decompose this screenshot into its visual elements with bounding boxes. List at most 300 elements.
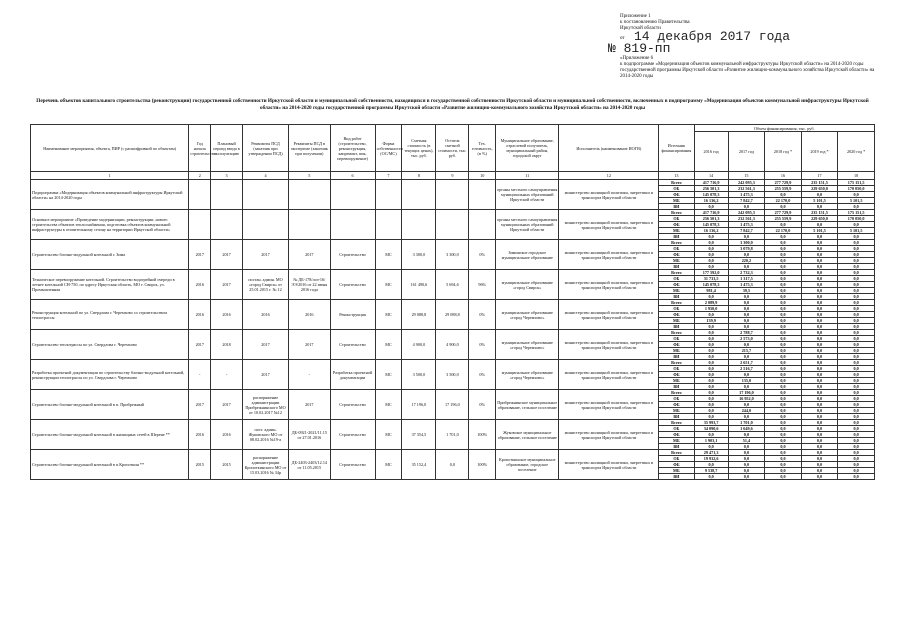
estimated-cost: 37 354,5	[402, 420, 436, 450]
funding-value: 0,0	[801, 354, 838, 360]
table-header-row	[31, 125, 875, 132]
funding-value: 0,0	[728, 204, 765, 210]
funding-source: ОБ	[659, 366, 694, 372]
start-year: 2016	[189, 420, 211, 450]
executor: министерство жилищной политики, энергетики и транспорта Иркутской области	[559, 360, 659, 390]
psd-details: 2016	[242, 300, 288, 330]
funding-value: 0,0	[765, 450, 802, 456]
executor: министерство жилищной политики, энергетики и транспорта Иркутской области	[559, 390, 659, 420]
funding-value: 0,0	[801, 474, 838, 480]
funding-value: 145 078,3	[694, 282, 728, 288]
estimated-cost: 35 152,4	[402, 450, 436, 480]
funding-value: 0,0	[838, 258, 875, 264]
funding-value: 0,0	[765, 354, 802, 360]
estimated-cost	[402, 210, 436, 240]
funding-source: Всего	[659, 330, 694, 336]
funding-value: 170 050,0	[838, 186, 875, 192]
executor: министерство жилищной политики, энергетики и транспорта Иркутской области	[559, 240, 659, 270]
funding-value: 0,0	[838, 324, 875, 330]
funding-value: 0,0	[838, 432, 875, 438]
ownership: МС	[375, 360, 402, 390]
funding-source: ФБ	[659, 342, 694, 348]
funding-value: 981,4	[694, 288, 728, 294]
executor: министерство жилищной политики, энергетики и транспорта Иркутской области	[559, 420, 659, 450]
table-row	[31, 390, 875, 396]
funding-value: 0,0	[765, 342, 802, 348]
funding-value: 0,0	[801, 282, 838, 288]
psd-expertise: 2017	[289, 240, 330, 270]
table-row	[31, 180, 875, 186]
end-year: 2016	[211, 300, 243, 330]
funding-source: ОБ	[659, 306, 694, 312]
funding-value: 0,0	[801, 372, 838, 378]
funding-value: 0,0	[838, 384, 875, 390]
col-header-rest: Остаток сметной стоимости, тыс. руб.	[436, 125, 469, 172]
funding-source: МБ	[659, 288, 694, 294]
funding-value: 0,0	[838, 462, 875, 468]
funding-value: 0,0	[801, 366, 838, 372]
funding-value: 1 649,6	[728, 426, 765, 432]
remaining-cost: 0,0	[436, 450, 469, 480]
ownership: МС	[375, 450, 402, 480]
funding-value: 256 501,3	[694, 186, 728, 192]
funding-value: 39,5	[728, 288, 765, 294]
funding-value: 0,0	[765, 396, 802, 402]
funding-source: ВИ	[659, 234, 694, 240]
funding-value: 0,0	[694, 336, 728, 342]
col-header-cost: Сметная стоимость (в текущих ценах), тыс. руб.	[402, 125, 436, 172]
col-header-psd-expertise: Реквизиты ПСД в экспертизе (заказчик при получении)	[289, 125, 330, 172]
column-number: 7	[375, 172, 402, 180]
funding-value: 0,0	[765, 456, 802, 462]
funding-value: 0,0	[838, 426, 875, 432]
funding-value: 3 300,0	[728, 240, 765, 246]
psd-expertise	[289, 210, 330, 240]
funding-value: 1 950,0	[694, 306, 728, 312]
table-row	[31, 420, 875, 426]
funding-value: 0,0	[765, 240, 802, 246]
column-number: 2	[189, 172, 211, 180]
funding-source: Всего	[659, 390, 694, 396]
funding-value: 0,0	[838, 264, 875, 270]
funding-source: ОБ	[659, 276, 694, 282]
funding-value: 5 101,5	[838, 228, 875, 234]
funding-value: 0,0	[728, 444, 765, 450]
funding-source: Всего	[659, 270, 694, 276]
funding-value: 0,0	[694, 474, 728, 480]
funding-value: 0,0	[801, 264, 838, 270]
funding-value: 220,2	[728, 258, 765, 264]
municipality: муниципальное образование «город Свирск»	[496, 270, 559, 300]
end-year: 2015	[211, 450, 243, 480]
col-header-financing: Объем финансирования, тыс. руб.	[694, 125, 874, 132]
funding-value: 0,0	[765, 234, 802, 240]
column-number: 4	[242, 172, 288, 180]
estimated-cost: 3 500,0	[402, 360, 436, 390]
funding-value: 0,0	[694, 396, 728, 402]
work-kind: Строительство	[330, 420, 375, 450]
funding-value: 0,0	[801, 402, 838, 408]
psd-expertise: ДБ-2403-2403/12.14 от 11.05.2015	[289, 450, 330, 480]
municipality: муниципальное образование «город Черемхово»	[496, 300, 559, 330]
funding-value: 0,0	[838, 396, 875, 402]
funding-value: 0,0	[694, 462, 728, 468]
funding-source: ВИ	[659, 384, 694, 390]
psd-details	[242, 180, 288, 210]
funding-value: 229 650,0	[801, 186, 838, 192]
funding-value: 0,0	[838, 318, 875, 324]
column-number: 13	[659, 172, 694, 180]
work-kind	[330, 180, 375, 210]
psd-expertise: -	[289, 360, 330, 390]
executor: министерство жилищной политики, энергетики и транспорта Иркутской области	[559, 270, 659, 300]
funding-source: ОБ	[659, 426, 694, 432]
funding-value: 0,0	[694, 294, 728, 300]
column-number: 17	[801, 172, 838, 180]
funding-value: 0,0	[765, 378, 802, 384]
funding-source: ВИ	[659, 264, 694, 270]
column-number: 8	[402, 172, 436, 180]
funding-value: 0,0	[801, 426, 838, 432]
funding-value: 1 475,3	[728, 282, 765, 288]
remaining-cost: 5 694,6	[436, 270, 469, 300]
column-number-row	[31, 172, 875, 180]
funding-source: ВИ	[659, 294, 694, 300]
estimated-cost	[402, 180, 436, 210]
funding-value: 0,0	[728, 384, 765, 390]
municipality: органы местного самоуправления муниципальных образований Иркутской области	[496, 210, 559, 240]
funding-value: 232 561,3	[728, 216, 765, 222]
funding-value: 0,0	[728, 300, 765, 306]
funding-value: 0,0	[728, 318, 765, 324]
funding-value: 1 475,3	[728, 192, 765, 198]
column-number: 11	[496, 172, 559, 180]
funding-value: 177 592,0	[694, 270, 728, 276]
funding-value: 0,0	[801, 420, 838, 426]
readiness: 0%	[469, 360, 496, 390]
remaining-cost	[436, 180, 469, 210]
funding-value: 0,0	[801, 330, 838, 336]
funding-source: ОБ	[659, 246, 694, 252]
funding-value: 29 471,3	[694, 450, 728, 456]
funding-source: МБ	[659, 438, 694, 444]
funding-value: 0,0	[765, 282, 802, 288]
funding-value: 0,0	[838, 354, 875, 360]
funding-value: 0,0	[838, 336, 875, 342]
funding-value: 0,0	[838, 438, 875, 444]
funding-value: 0,0	[765, 360, 802, 366]
funding-value: 0,0	[694, 360, 728, 366]
funding-value: 0,0	[838, 414, 875, 420]
funding-value: 1 317,5	[728, 276, 765, 282]
funding-value: 235 151,5	[801, 210, 838, 216]
funding-value: 0,0	[838, 252, 875, 258]
col-header-municipality: Муниципальное образование, отраслевой получатель, муниципальный район, городской округ	[496, 125, 559, 172]
funding-value: 242 095,3	[728, 210, 765, 216]
funding-value: 0,0	[694, 246, 728, 252]
funding-value: 0,0	[838, 342, 875, 348]
funding-source: МБ	[659, 228, 694, 234]
start-year: -	[189, 360, 211, 390]
funding-value: 0,0	[765, 336, 802, 342]
funding-value: 0,0	[838, 204, 875, 210]
funding-value: 0,0	[801, 456, 838, 462]
funding-value: 0,0	[838, 294, 875, 300]
funding-source: МБ	[659, 198, 694, 204]
funding-value: 0,0	[801, 408, 838, 414]
funding-value: 0,0	[801, 306, 838, 312]
municipality: органы местного самоуправления муниципальных образований Иркутской области	[496, 180, 559, 210]
psd-details: 2017	[242, 330, 288, 360]
remaining-cost: 1 701,0	[436, 420, 469, 450]
funding-value: 2 516,7	[728, 366, 765, 372]
funding-value: 0,0	[694, 444, 728, 450]
funding-value: 0,0	[765, 426, 802, 432]
funding-source: ФБ	[659, 282, 694, 288]
ownership: МС	[375, 330, 402, 360]
estimated-cost: 17 196,0	[402, 390, 436, 420]
funding-source: Всего	[659, 240, 694, 246]
funding-value: 0,0	[728, 342, 765, 348]
funding-value: 0,0	[694, 402, 728, 408]
funding-value: 0,0	[838, 276, 875, 282]
end-year	[211, 210, 243, 240]
funding-value: 0,0	[838, 282, 875, 288]
funding-value: 0,0	[765, 324, 802, 330]
funding-value: 135,0	[728, 378, 765, 384]
funding-source: Всего	[659, 360, 694, 366]
start-year: 2016	[189, 300, 211, 330]
funding-value: 2 651,7	[728, 360, 765, 366]
start-year: 2017	[189, 330, 211, 360]
object-name: Основное мероприятие «Проведение модернизации, реконструкции, нового строительства объектов теплоснабжения, подготовка объектов коммунальной инфраструктуры к отопительному сезону на территории Иркутской области»	[31, 210, 189, 240]
funding-value: 255 559,9	[765, 186, 802, 192]
remaining-cost: 17 196,0	[436, 390, 469, 420]
funding-value: 0,0	[765, 312, 802, 318]
readiness: 100%	[469, 420, 496, 450]
funding-value: 0,0	[765, 438, 802, 444]
work-kind: Строительство	[330, 450, 375, 480]
funding-value: 0,0	[801, 240, 838, 246]
funding-value: 0,0	[765, 408, 802, 414]
funding-source: ФБ	[659, 192, 694, 198]
approval-date: 14 декабря 2017 года	[634, 29, 791, 44]
municipality: Кропоткинское муниципальное образование, городское поселение	[496, 450, 559, 480]
funding-source: ФБ	[659, 402, 694, 408]
funding-source: ФБ	[659, 312, 694, 318]
readiness	[469, 180, 496, 210]
object-name: Подпрограмма «Модернизация объектов коммунальной инфраструктуры Иркутской области» на 2014-2020 годы	[31, 180, 189, 210]
funding-value: 0,0	[765, 420, 802, 426]
funding-value: 0,0	[765, 246, 802, 252]
funding-value: 175 151,5	[838, 210, 875, 216]
funding-value: 0,0	[728, 414, 765, 420]
psd-details	[242, 210, 288, 240]
funding-value: 0,0	[694, 240, 728, 246]
table-body	[31, 180, 875, 480]
remaining-cost: 4 900,0	[436, 330, 469, 360]
funding-value: 0,0	[838, 420, 875, 426]
funding-value: 0,0	[801, 438, 838, 444]
funding-value: 0,0	[801, 450, 838, 456]
municipality: Прибрежнинское муниципальное образование, сельское поселение	[496, 390, 559, 420]
annex-text: к подпрограмме «Модернизация объектов коммунальной инфраструктуры Иркутской области» на 2014-2020 годы государственной программы Иркутской области «Развитие жилищно-коммунального хозяйства Иркутской области» на 2014-2020 годы	[620, 62, 875, 79]
start-year: 2017	[189, 240, 211, 270]
object-name: Разработка проектной документации по строительству блочно-модульной котельной, реконструкции теплотрассы по ул. Свердлова г. Черемхово	[31, 360, 189, 390]
funding-source: Всего	[659, 300, 694, 306]
funding-value: 0,0	[765, 252, 802, 258]
psd-expertise	[289, 180, 330, 210]
executor: министерство жилищной политики, энергетики и транспорта Иркутской области	[559, 180, 659, 210]
funding-value: 0,0	[838, 222, 875, 228]
col-header-name: Наименование мероприятия, объекта, ПИР (с расшифровкой по объектам)	[31, 125, 189, 172]
col-header-kind: Вид работ (строительство, реконструкция, капремонт, пик, перевооружение)	[330, 125, 375, 172]
funding-source: ВИ	[659, 204, 694, 210]
funding-value: 0,0	[801, 468, 838, 474]
funding-value: 0,0	[838, 192, 875, 198]
funding-value: 0,0	[838, 474, 875, 480]
funding-value: 0,0	[694, 264, 728, 270]
col-header-start: Год начала строительства	[189, 125, 211, 172]
col-header-2016: 2016 год	[694, 132, 728, 172]
funding-value: 0,0	[728, 324, 765, 330]
executor: министерство жилищной политики, энергетики и транспорта Иркутской области	[559, 330, 659, 360]
funding-value: 0,0	[765, 366, 802, 372]
funding-source: ВИ	[659, 414, 694, 420]
funding-value: 0,0	[838, 444, 875, 450]
funding-value: 242 095,3	[728, 180, 765, 186]
funding-source: Всего	[659, 450, 694, 456]
funding-value: 0,0	[694, 312, 728, 318]
table-row	[31, 330, 875, 336]
funding-value: 277 729,9	[765, 180, 802, 186]
funding-value: 0,0	[838, 378, 875, 384]
funding-value: 0,0	[694, 330, 728, 336]
ownership: МС	[375, 390, 402, 420]
funding-value: 0,0	[728, 456, 765, 462]
funding-value: 0,0	[694, 408, 728, 414]
funding-value: 2 788,7	[728, 330, 765, 336]
funding-value: 0,0	[694, 378, 728, 384]
ownership	[375, 180, 402, 210]
funding-value: 145 078,3	[694, 222, 728, 228]
funding-value: 0,0	[801, 378, 838, 384]
column-number: 9	[436, 172, 469, 180]
funding-value: 0,0	[728, 468, 765, 474]
funding-value: 0,0	[765, 462, 802, 468]
funding-value: 0,0	[765, 222, 802, 228]
funding-value: 0,0	[765, 372, 802, 378]
work-kind: Строительство	[330, 240, 375, 270]
object-name: Строительство блочно-модульной котельной г. Зима	[31, 240, 189, 270]
readiness	[469, 210, 496, 240]
municipality: муниципальное образование «город Черемхово»	[496, 330, 559, 360]
annex-label: «Приложение 6	[620, 56, 654, 61]
funding-value: 0,0	[694, 252, 728, 258]
column-number: 6	[330, 172, 375, 180]
funding-value: 0,0	[728, 264, 765, 270]
funding-source: ВИ	[659, 444, 694, 450]
funding-value: 16 136,2	[694, 228, 728, 234]
funding-source: ВИ	[659, 354, 694, 360]
funding-source: МБ	[659, 378, 694, 384]
funding-value: 5 101,5	[838, 198, 875, 204]
col-header-source: Источник финансирования	[659, 125, 694, 172]
psd-expertise: ДБ-0921-2021/11.15 от 27.01.2016	[289, 420, 330, 450]
funding-source: ОБ	[659, 336, 694, 342]
funding-value: 0,0	[765, 432, 802, 438]
funding-value: 215,7	[728, 348, 765, 354]
funding-value: 2 573,0	[728, 336, 765, 342]
funding-value: 0,0	[728, 354, 765, 360]
funding-value: 0,0	[694, 342, 728, 348]
funding-value: 0,0	[838, 372, 875, 378]
funding-value: 0,0	[801, 324, 838, 330]
funding-value: 0,0	[694, 432, 728, 438]
funding-value: 0,0	[801, 342, 838, 348]
object-name: Строительство блочно-модульной котельной в п. Прибрежный	[31, 390, 189, 420]
funding-value: 0,0	[728, 450, 765, 456]
column-number: 16	[765, 172, 802, 180]
funding-value: 9 538,7	[694, 468, 728, 474]
work-kind	[330, 210, 375, 240]
funding-value: 170 050,0	[838, 216, 875, 222]
executor: министерство жилищной политики, энергетики и транспорта Иркутской области	[559, 300, 659, 330]
funding-value: 0,0	[838, 360, 875, 366]
column-number: 1	[31, 172, 189, 180]
column-number: 18	[838, 172, 875, 180]
funding-value: 0,0	[801, 288, 838, 294]
table-row	[31, 240, 875, 246]
approval-line-2: к постановлению Правительства	[620, 20, 690, 25]
readiness: 0%	[469, 390, 496, 420]
table-row	[31, 360, 875, 366]
funding-value: 16 952,0	[728, 396, 765, 402]
funding-source: ФБ	[659, 372, 694, 378]
funding-source: МБ	[659, 468, 694, 474]
psd-expertise: 2017	[289, 330, 330, 360]
funding-value: 0,0	[765, 414, 802, 420]
funding-value: 235 151,5	[801, 180, 838, 186]
funding-value: 0,0	[694, 324, 728, 330]
funding-source: ФБ	[659, 252, 694, 258]
funding-value: 0,0	[765, 270, 802, 276]
funding-value: 0,0	[838, 402, 875, 408]
executor: министерство жилищной политики, энергетики и транспорта Иркутской области	[559, 210, 659, 240]
funding-value: 0,0	[801, 336, 838, 342]
funding-value: 0,0	[838, 450, 875, 456]
funding-value: 175 151,5	[838, 180, 875, 186]
work-kind: Строительство	[330, 330, 375, 360]
approval-line-1: Приложение 1	[620, 14, 651, 19]
funding-source: ФБ	[659, 462, 694, 468]
estimated-cost: 4 900,0	[402, 330, 436, 360]
psd-details: 2017	[242, 240, 288, 270]
start-year: 2017	[189, 390, 211, 420]
funding-source: ОБ	[659, 396, 694, 402]
psd-expertise: 2017	[289, 390, 330, 420]
column-number: 12	[559, 172, 659, 180]
end-year	[211, 180, 243, 210]
end-year: 2017	[211, 390, 243, 420]
funding-value: 0,0	[765, 204, 802, 210]
funding-value: 417 716,9	[694, 210, 728, 216]
ownership: МС	[375, 270, 402, 300]
funding-value: 0,0	[765, 384, 802, 390]
funding-value: 1 903,1	[694, 438, 728, 444]
funding-value: 0,0	[801, 192, 838, 198]
col-header-2017: 2017 год	[728, 132, 765, 172]
